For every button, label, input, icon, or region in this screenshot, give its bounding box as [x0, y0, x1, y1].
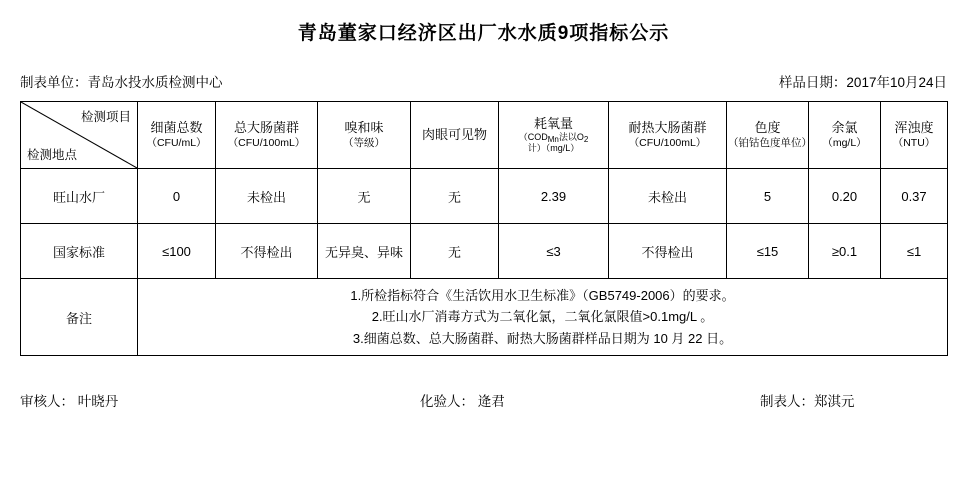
column-header-odor-taste — [318, 102, 411, 169]
column-header-visible-matter — [411, 102, 499, 169]
column-header-unit: （CFU/100mL） — [227, 136, 306, 149]
column-header-name: 肉眼可见物 — [421, 126, 487, 142]
column-header-unit: （铂钴色度单位） — [728, 136, 812, 149]
column-header-unit: （mg/L） — [822, 136, 867, 149]
water-quality-table — [20, 101, 948, 356]
cell-value: ≤3 — [499, 224, 609, 279]
document-page — [0, 18, 967, 501]
column-header-chromaticity — [727, 102, 812, 169]
maker-unit-label: 制表单位：青岛水投水质检测中心 — [20, 75, 223, 90]
remark-line-3: 3.细菌总数、总大肠菌群、耐热大肠菌群样品日期为 10 月 22 日。 — [352, 330, 733, 346]
cell-value: 0.20 — [809, 169, 881, 224]
column-header-oxygen-consumption — [499, 102, 609, 169]
column-header-name: 色度 — [754, 120, 781, 136]
cell-value: ≤100 — [138, 224, 216, 279]
cell-value: 无 — [411, 224, 499, 279]
column-header-name: 细菌总数 — [150, 120, 203, 136]
column-header-name: 耐热大肠菌群 — [628, 120, 707, 136]
remark-line-2: 2.旺山水厂消毒方式为二氧化氯，二氧化氯限值>0.1mg/L 。 — [371, 309, 714, 325]
signature-row — [20, 390, 947, 410]
column-header-total-coliform — [216, 102, 318, 169]
cell-value: 不得检出 — [609, 224, 727, 279]
header-corner-bottom-label: 检测地点 — [27, 148, 78, 162]
cell-value: 无异臭、异味 — [318, 224, 411, 279]
cell-value: ≥0.1 — [809, 224, 881, 279]
column-header-name: 嗅和味 — [344, 120, 384, 136]
remark-line-1: 1.所检指标符合《生活饮用水卫生标准》（GB5749-2006）的要求。 — [350, 287, 735, 303]
column-header-bacteria-count — [138, 102, 216, 169]
column-header-unit: （NTU） — [892, 136, 936, 149]
cell-value: 未检出 — [216, 169, 318, 224]
cell-value: 未检出 — [609, 169, 727, 224]
column-header-name: 总大肠菌群 — [233, 120, 299, 136]
row-label-plant: 旺山水厂 — [21, 169, 138, 224]
cell-value: 2.39 — [499, 169, 609, 224]
remark-label: 备注 — [21, 279, 138, 356]
header-corner-cell — [21, 102, 138, 169]
table-header-row — [21, 102, 948, 169]
reviewer-label: 审核人： 叶晓丹 — [20, 394, 119, 409]
cell-value: ≤15 — [727, 224, 809, 279]
remark-row — [21, 279, 948, 356]
column-header-unit: （$COD_{Mn}$法以$O_2$ — [518, 131, 589, 144]
column-header-residual-chlorine — [809, 102, 881, 169]
analyst-label: 化验人： 逄君 — [420, 394, 505, 409]
column-header-turbidity — [881, 102, 948, 169]
remark-content — [138, 279, 948, 356]
column-header-unit: （CFU/mL） — [146, 136, 207, 149]
meta-row — [20, 71, 947, 91]
cell-value: 无 — [318, 169, 411, 224]
cell-value: 5 — [727, 169, 809, 224]
column-header-thermotolerant-coliform — [609, 102, 727, 169]
column-header-name: 余氯 — [831, 120, 858, 136]
row-label-national-standard: 国家标准 — [21, 224, 138, 279]
cell-value: 不得检出 — [216, 224, 318, 279]
column-header-name: 浑浊度 — [894, 120, 934, 136]
sample-date-label: 样品日期：2017年10月24日 — [778, 75, 947, 90]
preparer-label: 制表人：郑淇元 — [760, 394, 855, 409]
column-header-unit-cont: 计）（mg/L） — [527, 143, 580, 154]
cell-value: 无 — [411, 169, 499, 224]
column-header-name: 耗氧量 — [533, 115, 573, 131]
table-row — [21, 224, 948, 279]
column-header-unit: （等级） — [343, 136, 385, 149]
page-title: 青岛董家口经济区出厂水水质9项指标公示 — [297, 23, 670, 44]
table-row — [21, 169, 948, 224]
cell-value: ≤1 — [881, 224, 948, 279]
cell-value: 0.37 — [881, 169, 948, 224]
header-corner-top-label: 检测项目 — [80, 110, 131, 124]
column-header-unit: （CFU/100mL） — [628, 136, 707, 149]
cell-value: 0 — [138, 169, 216, 224]
